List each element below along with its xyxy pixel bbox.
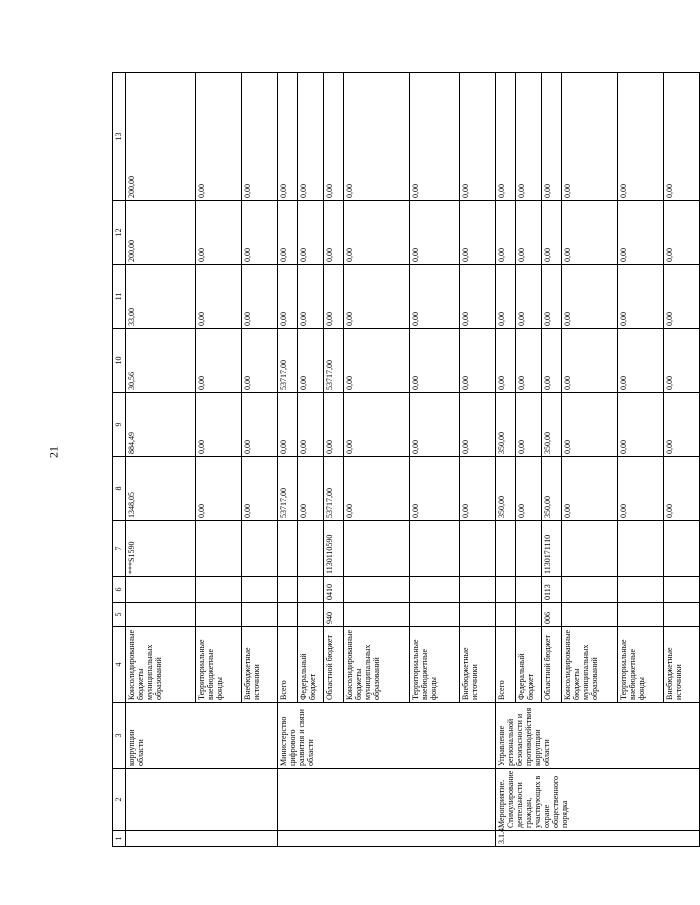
header-cell: 12 [113,201,126,265]
value-cell-c6 [126,577,196,603]
header-cell: 6 [113,577,126,603]
executor-cell: Министерство цифрового развития и связи области [278,703,496,769]
value-cell-c6 [664,577,700,603]
value-cell-c10: 0,00 [562,329,618,393]
value-cell-c10: 0,00 [460,329,496,393]
funding-source-cell: Федеральный бюджет [516,627,542,703]
value-cell-c10: 0,00 [242,329,278,393]
value-cell-c7 [460,521,496,577]
value-cell-c13: 0,00 [344,73,410,201]
value-cell-c10: 0,00 [196,329,242,393]
value-cell-c11: 0,00 [344,265,410,329]
funding-source-cell: Консолидированные бюджеты муниципальных образований [126,627,196,703]
value-cell-c5 [460,603,496,627]
value-cell-c5 [126,603,196,627]
value-cell-c7: 1130171110 [542,521,562,577]
value-cell-c12: 0,00 [542,201,562,265]
value-cell-c7 [496,521,516,577]
value-cell-c12: 0,00 [664,201,700,265]
table-row [496,73,516,847]
value-cell-c7 [298,521,324,577]
funding-source-cell: Всего [278,627,298,703]
value-cell-c10: 0,00 [496,329,516,393]
value-cell-c7 [410,521,460,577]
value-cell-c9: 884,49 [126,393,196,457]
value-cell-c8: 0,00 [196,457,242,521]
value-cell-c13: 0,00 [410,73,460,201]
funding-source-cell: Консолидированные бюджеты муниципальных образований [344,627,410,703]
value-cell-c11: 33,00 [126,265,196,329]
value-cell-c7 [618,521,664,577]
value-cell-c12: 0,00 [298,201,324,265]
value-cell-c6 [196,577,242,603]
value-cell-c13: 0,00 [242,73,278,201]
funding-source-cell: Территориальные внебюджетные фонды [618,627,664,703]
value-cell-c8: 0,00 [516,457,542,521]
rotated-table-container [112,73,683,847]
value-cell-c12: 200,00 [126,201,196,265]
value-cell-c12: 0,00 [562,201,618,265]
value-cell-c6 [460,577,496,603]
value-cell-c7 [516,521,542,577]
value-cell-c8: 0,00 [664,457,700,521]
value-cell-c5 [278,603,298,627]
value-cell-c8: 0,00 [410,457,460,521]
funding-source-cell: Консолидированные бюджеты муниципальных образований [562,627,618,703]
value-cell-c6 [618,577,664,603]
value-cell-c11: 0,00 [496,265,516,329]
measure-name-cell [278,769,496,831]
header-cell: 11 [113,265,126,329]
value-cell-c13: 0,00 [664,73,700,201]
funding-source-cell: Внебюджетные источники [242,627,278,703]
value-cell-c9: 0,00 [618,393,664,457]
measure-name-cell: Мероприятие. Стимулирование деятельности граждан, участвующих в охране общественного порядка [496,769,700,831]
value-cell-c9: 0,00 [344,393,410,457]
header-cell: 3 [113,703,126,769]
value-cell-c5 [196,603,242,627]
value-cell-c8: 0,00 [562,457,618,521]
item-number-cell [126,831,278,847]
value-cell-c11: 0,00 [618,265,664,329]
table-row [126,73,196,847]
value-cell-c13: 0,00 [562,73,618,201]
value-cell-c8: 0,00 [242,457,278,521]
header-cell: 9 [113,393,126,457]
value-cell-c12: 0,00 [460,201,496,265]
value-cell-c10: 0,00 [664,329,700,393]
value-cell-c11: 0,00 [410,265,460,329]
value-cell-c8: 350,00 [542,457,562,521]
value-cell-c9: 0,00 [516,393,542,457]
value-cell-c8: 0,00 [618,457,664,521]
value-cell-c5 [516,603,542,627]
value-cell-c10: 30,56 [126,329,196,393]
value-cell-c11: 0,00 [516,265,542,329]
table-row [278,73,298,847]
value-cell-c5 [410,603,460,627]
value-cell-c11: 0,00 [460,265,496,329]
value-cell-c8: 1348,05 [126,457,196,521]
value-cell-c9: 0,00 [242,393,278,457]
item-number-cell: 3.1.4. [496,831,700,847]
value-cell-c13: 0,00 [196,73,242,201]
funding-source-cell: Всего [496,627,516,703]
header-cell: 8 [113,457,126,521]
value-cell-c5 [618,603,664,627]
value-cell-c13: 0,00 [618,73,664,201]
value-cell-c8: 53717,00 [324,457,344,521]
value-cell-c13: 0,00 [278,73,298,201]
item-number-cell [278,831,496,847]
header-row [113,73,126,847]
value-cell-c9: 0,00 [278,393,298,457]
value-cell-c9: 0,00 [324,393,344,457]
value-cell-c11: 0,00 [664,265,700,329]
value-cell-c13: 200,00 [126,73,196,201]
value-cell-c11: 0,00 [196,265,242,329]
funding-source-cell: Внебюджетные источники [460,627,496,703]
header-cell: 13 [113,73,126,201]
header-cell: 7 [113,521,126,577]
value-cell-c13: 0,00 [516,73,542,201]
value-cell-c10: 0,00 [618,329,664,393]
value-cell-c5 [242,603,278,627]
budget-table [112,72,700,847]
value-cell-c5 [562,603,618,627]
value-cell-c8: 350,00 [496,457,516,521]
value-cell-c6: 0113 [542,577,562,603]
value-cell-c9: 0,00 [410,393,460,457]
value-cell-c8: 0,00 [298,457,324,521]
value-cell-c10: 0,00 [298,329,324,393]
value-cell-c12: 0,00 [516,201,542,265]
value-cell-c11: 0,00 [324,265,344,329]
value-cell-c5 [496,603,516,627]
value-cell-c6 [562,577,618,603]
value-cell-c12: 0,00 [410,201,460,265]
value-cell-c6 [298,577,324,603]
value-cell-c11: 0,00 [562,265,618,329]
page-number: 21 [46,446,61,458]
value-cell-c7 [242,521,278,577]
measure-name-cell [126,769,278,831]
value-cell-c13: 0,00 [298,73,324,201]
value-cell-c11: 0,00 [298,265,324,329]
value-cell-c5: 940 [324,603,344,627]
value-cell-c7: 1130110590 [324,521,344,577]
funding-source-cell: Федеральный бюджет [298,627,324,703]
header-cell: 1 [113,831,126,847]
value-cell-c7 [562,521,618,577]
header-cell: 4 [113,627,126,703]
value-cell-c10: 0,00 [410,329,460,393]
value-cell-c12: 0,00 [278,201,298,265]
value-cell-c5 [344,603,410,627]
funding-source-cell: Внебюджетные источники [664,627,700,703]
value-cell-c9: 0,00 [196,393,242,457]
value-cell-c5: 006 [542,603,562,627]
value-cell-c13: 0,00 [324,73,344,201]
value-cell-c6 [242,577,278,603]
table-body [113,73,700,847]
value-cell-c9: 0,00 [298,393,324,457]
value-cell-c10: 0,00 [516,329,542,393]
value-cell-c10: 53717,00 [278,329,298,393]
value-cell-c7 [344,521,410,577]
value-cell-c6 [344,577,410,603]
value-cell-c8: 53717,00 [278,457,298,521]
executor-cell: Управление региональной безопасности и противодействия коррупции области [496,703,700,769]
value-cell-c11: 0,00 [278,265,298,329]
value-cell-c6 [516,577,542,603]
value-cell-c13: 0,00 [496,73,516,201]
value-cell-c8: 0,00 [460,457,496,521]
value-cell-c7 [196,521,242,577]
value-cell-c12: 0,00 [242,201,278,265]
funding-source-cell: Территориальные внебюджетные фонды [196,627,242,703]
value-cell-c6 [278,577,298,603]
value-cell-c9: 350,00 [542,393,562,457]
header-cell: 5 [113,603,126,627]
value-cell-c7 [664,521,700,577]
value-cell-c5 [664,603,700,627]
value-cell-c7 [278,521,298,577]
value-cell-c9: 0,00 [562,393,618,457]
value-cell-c12: 0,00 [344,201,410,265]
value-cell-c6: 0410 [324,577,344,603]
value-cell-c12: 0,00 [618,201,664,265]
value-cell-c10: 0,00 [542,329,562,393]
funding-source-cell: Областной бюджет [324,627,344,703]
value-cell-c10: 0,00 [344,329,410,393]
value-cell-c8: 0,00 [344,457,410,521]
funding-source-cell: Областной бюджет [542,627,562,703]
value-cell-c9: 350,00 [496,393,516,457]
value-cell-c6 [410,577,460,603]
header-cell: 10 [113,329,126,393]
value-cell-c9: 0,00 [664,393,700,457]
value-cell-c6 [496,577,516,603]
value-cell-c7: ***S1590 [126,521,196,577]
value-cell-c10: 53717,00 [324,329,344,393]
executor-cell: коррупции области [126,703,278,769]
value-cell-c12: 0,00 [324,201,344,265]
value-cell-c12: 0,00 [496,201,516,265]
value-cell-c12: 0,00 [196,201,242,265]
value-cell-c9: 0,00 [460,393,496,457]
value-cell-c11: 0,00 [542,265,562,329]
value-cell-c11: 0,00 [242,265,278,329]
funding-source-cell: Территориальные внебюджетные фонды [410,627,460,703]
value-cell-c13: 0,00 [542,73,562,201]
value-cell-c13: 0,00 [460,73,496,201]
value-cell-c5 [298,603,324,627]
header-cell: 2 [113,769,126,831]
